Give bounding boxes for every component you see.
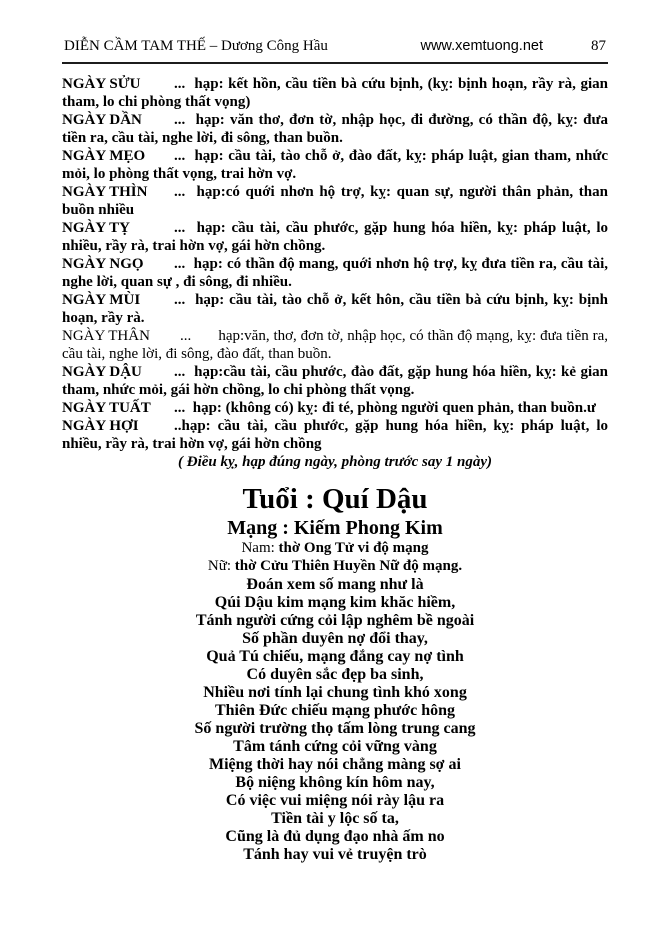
- fortune-poem: [62, 576, 608, 864]
- menh-subtitle: Mạng : Kiếm Phong Kim: [227, 517, 443, 539]
- nu-text: thờ Cửu Thiên Huyền Nữ độ mạng.: [231, 557, 463, 574]
- header-divider: [62, 62, 608, 64]
- day-entry-dan: [62, 111, 608, 147]
- day-entry-text: ... hạp: kết hồn, cầu tiền bà cứu bịnh, (kỵ: bịnh hoạn, rầy rà, gian tham, lo chi phòng thất vọng): [62, 76, 608, 110]
- day-entry-label: NGÀY TỴ: [62, 220, 130, 236]
- poem-line: Cũng là đủ dụng đạo nhà ấm no: [225, 828, 445, 845]
- day-entry-ty: [62, 219, 608, 255]
- day-entry-label: NGÀY DẬU: [62, 364, 142, 380]
- day-entry-label: NGÀY DẦN: [62, 112, 142, 128]
- day-entry-tuat: [62, 399, 608, 417]
- day-entries-list: [62, 75, 608, 453]
- day-entry-label: NGÀY SỬU: [62, 76, 141, 92]
- poem-line: Số phần duyên nợ đổi thay,: [242, 630, 428, 647]
- day-entry-label: NGÀY HỢI: [62, 418, 139, 434]
- day-entry-label: NGÀY THÂN: [62, 328, 150, 344]
- poem-line: Tánh hay vui vẻ truyện trò: [243, 846, 427, 863]
- poem-line: Thiên Đức chiếu mạng phước hông: [214, 702, 456, 719]
- day-entry-text: ... hạp:cầu tài, cầu phước, đào đất, gặp hung hóa hiền, kỵ: kẻ gian tham, nhức mỏi, gái hờn chồng, lo chi phòng thất vọng.: [62, 364, 608, 398]
- poem-line: Qúi Dậu kim mạng kim khăc hiềm,: [214, 594, 456, 611]
- day-entry-text: ... hạp: cầu tài, cầu phước, gặp hung hóa hiền, kỵ: pháp luật, lo nhiều, rầy rà, trai hờn vợ, gái hờn chồng.: [62, 220, 608, 254]
- poem-line: Tánh người cứng cỏi lập nghêm bề ngoài: [195, 612, 475, 629]
- website-url: www.xemtuong.net: [420, 38, 543, 54]
- poem-line: Tâm tánh cứng cỏi vững vàng: [233, 738, 437, 755]
- day-entry-text: ... hạp: (không có) kỵ: đi té, phòng người quen phản, than buồn.ư: [174, 400, 596, 416]
- poem-line: Tiền tài y lộc số ta,: [271, 810, 399, 827]
- nu-label: Nữ:: [207, 557, 232, 574]
- day-entry-text: ... hạp: cầu tài, tào chỗ ở, đào đất, kỵ: pháp luật, gian tham, nhức mỏi, lo phòng thất vọng, trai hờn vợ.: [62, 148, 608, 182]
- day-entry-text: ... hạp:văn, thơ, đơn tờ, nhập học, có thần độ mạng, kỵ: đưa tiền ra, cầu tài, nghe lời, đi sông, đào đất, than buồn.: [62, 328, 608, 362]
- gender-line-nam: [62, 540, 608, 558]
- age-title: Tuổi : Quí Dậu: [242, 483, 428, 515]
- day-entry-than: [62, 327, 608, 363]
- page-header: [62, 38, 608, 55]
- ky-hap-note: ( Điều kỵ, hạp đúng ngày, phòng trước say 1 ngày): [178, 454, 492, 470]
- day-entry-mui: [62, 291, 608, 327]
- day-entry-text: ... hạp: văn thơ, đơn tờ, nhập học, đi đường, có thần độ, kỵ: đưa tiền ra, cầu tài, nghe lời, đi sông, than buồn.: [62, 112, 608, 146]
- day-entry-suu: [62, 75, 608, 111]
- day-entry-meo: [62, 147, 608, 183]
- day-entry-label: NGÀY TUẤT: [62, 400, 151, 416]
- day-entry-text: ... hạp:có quới nhơn hộ trợ, kỵ: quan sự, người thân phản, than buồn nhiều: [62, 184, 608, 218]
- nam-text: thờ Ong Tử vi độ mạng: [274, 540, 429, 556]
- poem-line: Bộ niệng không kín hôm nay,: [235, 774, 435, 791]
- day-entry-label: NGÀY MÙI: [62, 292, 141, 308]
- gender-line-nu: [62, 558, 608, 576]
- day-entry-hoi: [62, 417, 608, 453]
- poem-line: Có việc vui miệng nói rày lậu ra: [225, 792, 445, 809]
- day-entry-text: ... hạp: có thần độ mang, quới nhơn hộ trợ, kỵ đưa tiền ra, cầu tài, nghe lời, quan sự , đi sông, đi nhiều.: [62, 256, 608, 290]
- day-entry-thin: [62, 183, 608, 219]
- poem-line: Có duyên sắc đẹp ba sinh,: [246, 666, 424, 683]
- book-title: DIỄN CẦM TAM THẾ – Dương Công Hầu: [64, 38, 328, 54]
- day-entry-text: ..hạp: cầu tài, cầu phước, gặp hung hóa hiền, kỵ: pháp luật, lo nhiều, rầy rà, trai hờn vợ, gái hờn chồng: [62, 418, 608, 452]
- day-entry-text: ... hạp: cầu tài, tào chỗ ở, kết hôn, cầu tiền bà cứu bịnh, kỵ: bịnh hoạn, rầy rà.: [62, 292, 608, 326]
- day-entry-ngo: [62, 255, 608, 291]
- poem-line: Đoán xem số mang như là: [246, 576, 424, 593]
- poem-line: Nhiều nơi tính lại chung tình khó xong: [203, 684, 467, 701]
- poem-line: Miệng thời hay nói chẳng màng sợ ai: [209, 756, 461, 773]
- day-entry-label: NGÀY MẸO: [62, 148, 146, 164]
- day-entry-label: NGÀY THÌN: [62, 184, 148, 200]
- day-entry-dau: [62, 363, 608, 399]
- nam-label: Nam:: [241, 540, 275, 556]
- day-entry-label: NGÀY NGỌ: [62, 256, 144, 272]
- poem-line: Số người trường thọ tấm lòng trung cang: [194, 720, 476, 737]
- page-number: 87: [591, 38, 606, 54]
- poem-line: Quả Tú chiếu, mạng đắng cay nợ tình: [206, 648, 464, 665]
